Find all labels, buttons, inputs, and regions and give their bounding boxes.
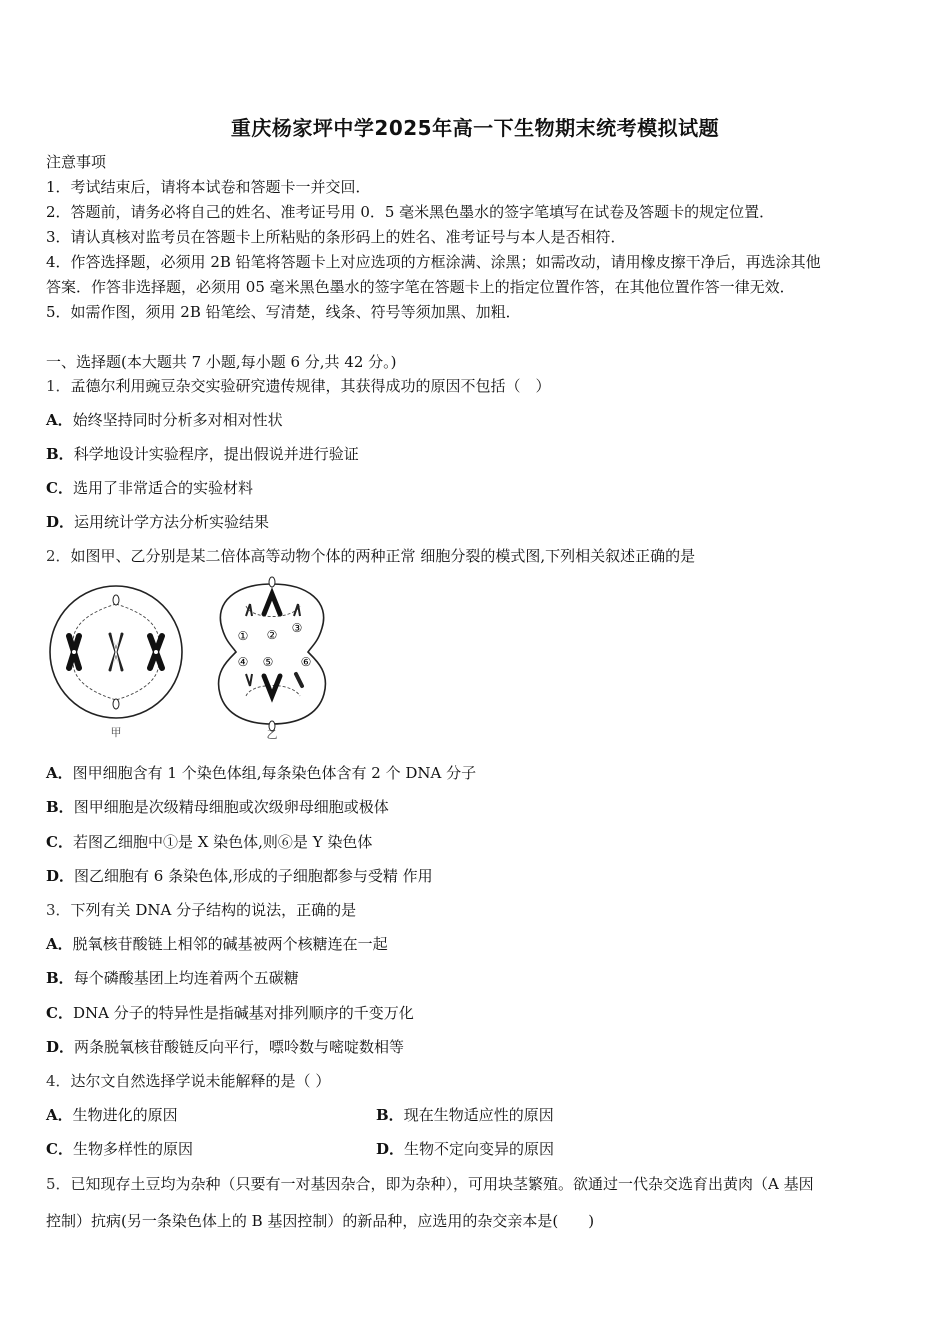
option-text: 运用统计学方法分析实验结果 — [74, 513, 270, 531]
question-text: 孟德尔利用豌豆杂交实验研究遗传规律，其获得成功的原因不包括（ ） — [70, 377, 551, 395]
question-3-stem — [46, 900, 356, 920]
question-text: 如图甲、乙分别是某二倍体高等动物个体的两种正常 细胞分裂的模式图,下列相关叙述正确的是 — [70, 547, 696, 565]
question-1-option-a — [46, 410, 283, 430]
option-text: 生物不定向变异的原因 — [404, 1140, 555, 1158]
question-number: 1． — [46, 377, 71, 395]
cell-division-figure — [46, 576, 346, 744]
option-label: B． — [376, 1106, 404, 1124]
option-label: A． — [46, 1106, 73, 1124]
question-4-option-a — [46, 1105, 178, 1125]
cell-yi-diagram — [219, 577, 326, 731]
chromosome-mark-5: ⑤ — [262, 655, 274, 669]
option-text: 若图乙细胞中①是 X 染色体,则⑥是 Y 染色体 — [72, 833, 373, 851]
chromosome-mark-2: ② — [266, 628, 278, 642]
question-2-option-c — [46, 832, 372, 852]
question-3-option-a — [46, 934, 388, 954]
option-label: D． — [46, 513, 75, 531]
option-label: C． — [46, 479, 73, 497]
question-text: 控制）抗病(另一条染色体上的 B 基因控制）的新品种，应选用的杂交亲本是( ) — [46, 1212, 595, 1230]
page-title: 重庆杨家坪中学2025年高一下生物期末统考模拟试题 — [230, 116, 720, 140]
question-number: 2． — [46, 547, 71, 565]
option-text: 生物多样性的原因 — [72, 1140, 193, 1158]
chromosome-mark-3: ③ — [291, 621, 303, 635]
option-label: A． — [46, 411, 73, 429]
option-label: B． — [46, 445, 74, 463]
note-item: 5．如需作图，须用 2B 铅笔绘、写清楚，线条、符号等须加黑、加粗． — [46, 303, 521, 321]
question-1-stem — [46, 376, 551, 396]
option-text: 图甲细胞是次级精母细胞或次级卵母细胞或极体 — [73, 798, 389, 816]
question-4-stem — [46, 1071, 330, 1091]
question-5-stem-continued — [46, 1211, 594, 1231]
section-heading: 一、选择题(本大题共 7 小题,每小题 6 分,共 42 分。) — [46, 353, 397, 371]
option-label: C． — [46, 1004, 73, 1022]
option-text: 现在生物适应性的原因 — [403, 1106, 554, 1124]
note-item: 4．作答选择题，必须用 2B 铅笔将答题卡上对应选项的方框涂满、涂黑；如需改动，请用橡皮擦干净后，再选涂其他 — [46, 253, 821, 271]
option-label: B． — [46, 798, 74, 816]
note-item: 答案．作答非选择题，必须用 05 毫米黑色墨水的签字笔在答题卡上的指定位置作答，在其他位置作答一律无效． — [46, 278, 795, 296]
option-text: DNA 分子的特异性是指碱基对排列顺序的千变万化 — [72, 1004, 414, 1022]
option-text: 始终坚持同时分析多对相对性状 — [72, 411, 283, 429]
question-text: 下列有关 DNA 分子结构的说法，正确的是 — [70, 901, 357, 919]
option-text: 选用了非常适合的实验材料 — [72, 479, 253, 497]
option-label: C． — [46, 1140, 73, 1158]
figure-label-jia: 甲 — [110, 726, 122, 739]
question-2-option-a — [46, 763, 476, 783]
question-2-stem — [46, 546, 695, 566]
note-item: 1．考试结束后，请将本试卷和答题卡一并交回． — [46, 178, 371, 196]
option-text: 图乙细胞有 6 条染色体,形成的子细胞都参与受精 作用 — [74, 867, 433, 885]
question-1-option-c — [46, 478, 253, 498]
cell-jia-diagram — [50, 586, 182, 718]
question-4-option-c — [46, 1139, 193, 1159]
question-4-option-d — [376, 1139, 554, 1159]
option-text: 每个磷酸基团上均连着两个五碳糖 — [73, 969, 299, 987]
option-text: 图甲细胞含有 1 个染色体组,每条染色体含有 2 个 DNA 分子 — [72, 764, 477, 782]
question-3-option-c — [46, 1003, 414, 1023]
option-label: A． — [46, 764, 73, 782]
question-2-option-d — [46, 866, 433, 886]
chromosome-mark-6: ⑥ — [300, 655, 312, 669]
option-text: 生物进化的原因 — [72, 1106, 178, 1124]
figure-label-yi: 乙 — [266, 728, 278, 741]
question-4-option-b — [376, 1105, 554, 1125]
chromosome-mark-1: ① — [237, 629, 249, 643]
option-label: D． — [46, 1038, 75, 1056]
notes-heading: 注意事项 — [46, 153, 107, 171]
chromosome-mark-4: ④ — [237, 655, 249, 669]
question-number: 5． — [46, 1175, 71, 1193]
option-label: D． — [46, 867, 75, 885]
note-item: 2．答题前，请务必将自己的姓名、准考证号用 0．5 毫米黑色墨水的签字笔填写在试卷及答题卡的规定位置． — [46, 203, 775, 221]
question-text: 达尔文自然选择学说未能解释的是（ ） — [70, 1072, 331, 1090]
question-number: 3． — [46, 901, 71, 919]
option-text: 科学地设计实验程序，提出假说并进行验证 — [73, 445, 359, 463]
option-label: B． — [46, 969, 74, 987]
question-5-stem — [46, 1174, 814, 1194]
option-label: C． — [46, 833, 73, 851]
question-1-option-d — [46, 512, 269, 532]
question-number: 4． — [46, 1072, 71, 1090]
question-3-option-d — [46, 1037, 404, 1057]
option-label: A． — [46, 935, 73, 953]
question-1-option-b — [46, 444, 359, 464]
option-text: 脱氧核苷酸链上相邻的碱基被两个核糖连在一起 — [72, 935, 388, 953]
question-3-option-b — [46, 968, 299, 988]
option-text: 两条脱氧核苷酸链反向平行，嘌呤数与嘧啶数相等 — [74, 1038, 405, 1056]
question-text: 已知现存土豆均为杂种（只要有一对基因杂合，即为杂种），可用块茎繁殖。欲通过一代杂交选育出黄肉（A 基因 — [70, 1175, 814, 1193]
note-item: 3．请认真核对监考员在答题卡上所粘贴的条形码上的姓名、准考证号与本人是否相符． — [46, 228, 626, 246]
question-2-option-b — [46, 797, 389, 817]
option-label: D． — [376, 1140, 405, 1158]
